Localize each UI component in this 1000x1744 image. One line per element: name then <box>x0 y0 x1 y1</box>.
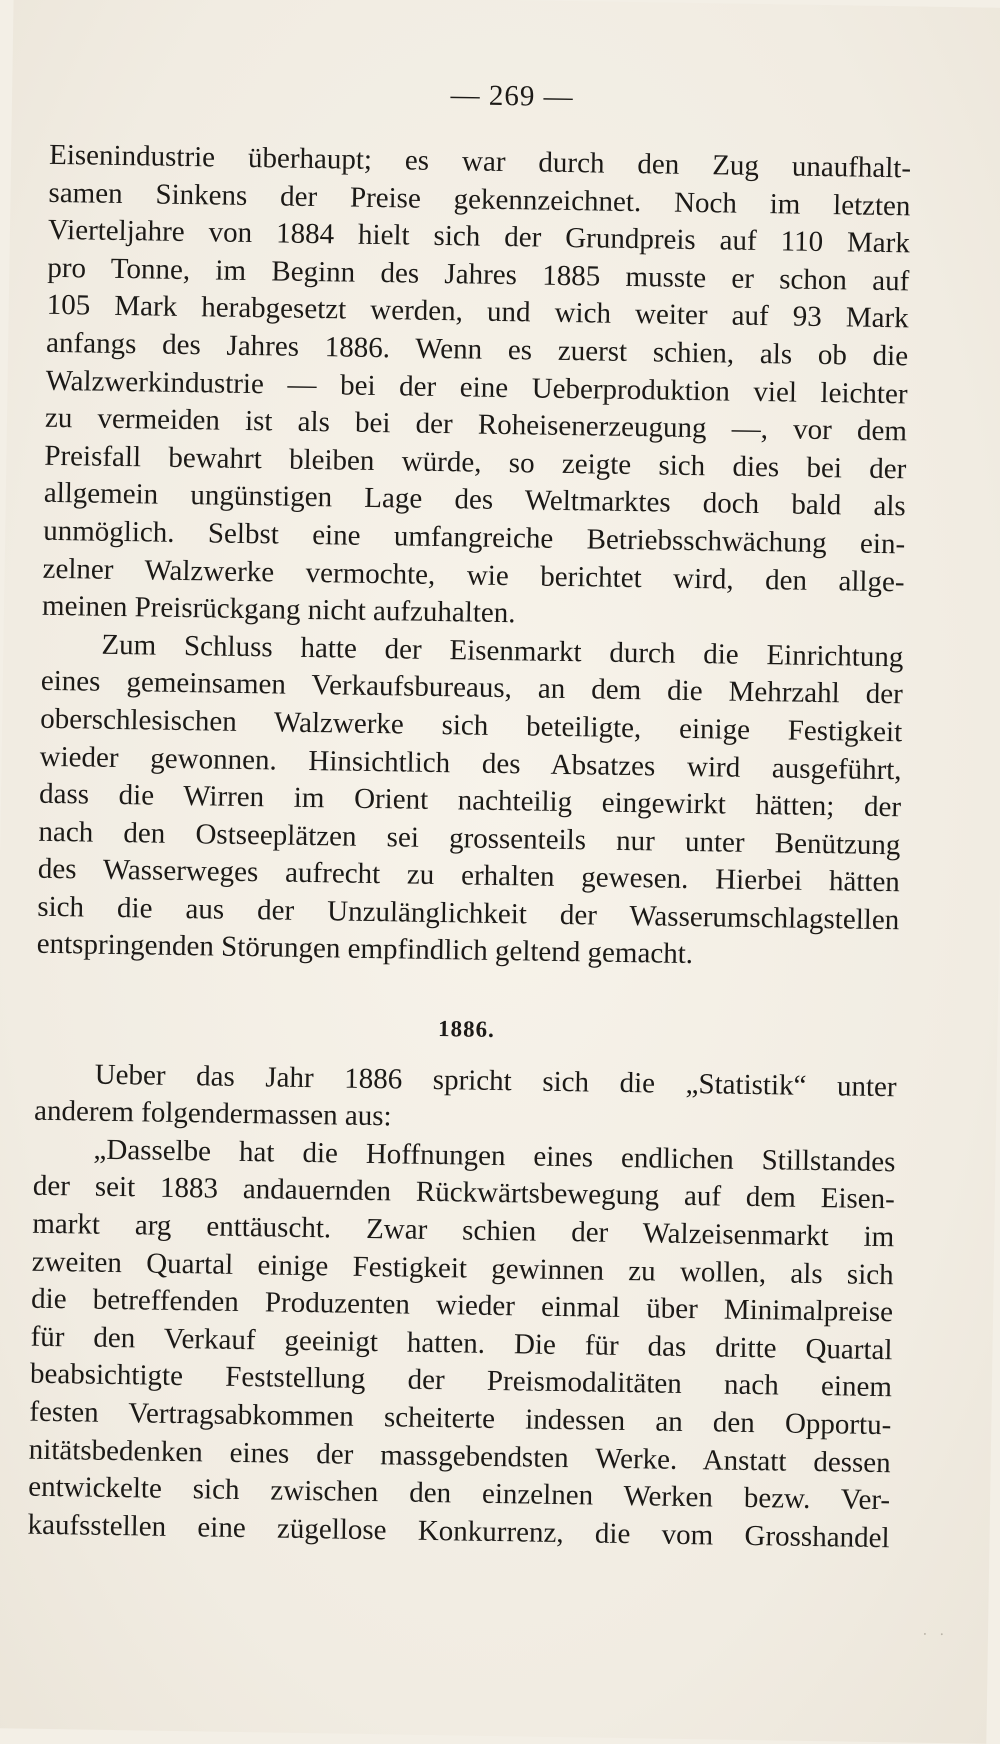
text-line: zelner Walzwerke vermochte, wie berichtet wird, den allge- <box>42 552 905 598</box>
paragraph-3 <box>34 1055 897 1144</box>
text-line: oberschlesischen Walzwerke sich beteiligte, einige Festigkeit <box>40 702 903 749</box>
text-line: Vierteljahre von 1884 hielt sich der Grundpreis auf 110 Mark <box>47 214 911 260</box>
paragraph-2 <box>36 625 903 977</box>
text-line: zu vermeiden ist als bei der Roheisenerzeugung —, vor dem <box>44 401 908 448</box>
text-line: kaufsstellen eine zügellose Konkurrenz, die vom Grosshandel <box>27 1508 890 1554</box>
text-line: sich die aus der Unzulänglichkeit der Wasserumschlagstellen <box>37 890 900 937</box>
text-line: zweiten Quartal einige Festigkeit gewinnen zu wollen, als sich <box>31 1245 894 1291</box>
text-line: allgemein ungünstigen Lage des Weltmarktes doch bald als <box>43 477 906 523</box>
paragraph-4 <box>27 1131 895 1558</box>
scan-speck-marks: · · <box>922 1626 949 1644</box>
text-line: eines gemeinsamen Verkaufsbureaus, an dem die Mehrzahl der <box>40 665 904 711</box>
text-line: für den Verkauf geeinigt hatten. Die für das dritte Quartal <box>30 1320 893 1367</box>
text-line: Ueber das Jahr 1886 spricht sich die „Statistik“ unter <box>94 1058 897 1103</box>
text-line: 105 Mark herabgesetzt werden, und wich weiter auf 93 Mark <box>46 289 909 335</box>
text-line: die betreffenden Produzenten wieder einmal über Minimalpreise <box>30 1282 894 1329</box>
text-line: meinen Preisrückgang nicht aufzuhalten. <box>41 589 516 630</box>
text-line: nitätsbedenken eines der massgebendsten Werke. Anstatt dessen <box>28 1433 891 1479</box>
text-line: markt arg enttäuscht. Zwar schien der Walzeisenmarkt im <box>32 1207 895 1254</box>
text-line: Preisfall bewahrt bleiben würde, so zeigte sich dies bei der <box>44 439 907 486</box>
body-text <box>27 137 911 1558</box>
text-line: des Wasserweges aufrecht zu erhalten gewesen. Hierbei hätten <box>37 853 901 899</box>
text-line: Zum Schluss hatte der Eisenmarkt durch die Einrichtung <box>101 628 904 674</box>
text-line: dass die Wirren im Orient nachteilig eingewirkt hätten; der <box>38 777 902 824</box>
text-line: „Dasselbe hat die Hoffnungen eines endlichen Stillstandes <box>93 1133 896 1179</box>
text-line: der seit 1883 andauernden Rückwärtsbewegung auf dem Eisen- <box>32 1170 896 1216</box>
text-line: samen Sinkens der Preise gekennzeichnet. Noch im letzten <box>48 176 911 222</box>
paragraph-1 <box>42 137 912 639</box>
text-line: wieder gewonnen. Hinsichtlich des Absatzes wird ausgeführt, <box>39 740 902 786</box>
text-line: entspringenden Störungen empfindlich geltend gemacht. <box>36 928 694 971</box>
section-heading: 1886. <box>437 1016 496 1042</box>
text-line: pro Tonne, im Beginn des Jahres 1885 musste er schon auf <box>47 251 910 298</box>
text-line: Walzwerkindustrie — bei der eine Ueberproduktion viel leichter <box>45 364 908 410</box>
text-line: Eisenindustrie überhaupt; es war durch den Zug unaufhalt- <box>48 138 912 185</box>
text-line: nach den Ostseeplätzen sei grossenteils nur unter Benützung <box>38 815 901 861</box>
text-line: festen Vertragsabkommen scheiterte indessen an den Opportu- <box>29 1395 892 1442</box>
text-line: beabsichtigte Feststellung der Preismodalitäten nach einem <box>29 1358 893 1404</box>
text-line: entwickelte sich zwischen den einzelnen Werken bezw. Ver- <box>27 1470 891 1517</box>
text-line: anderem folgendermassen aus: <box>33 1094 392 1133</box>
page-number: — 269 — <box>450 79 574 114</box>
text-line: unmöglich. Selbst eine umfangreiche Betriebsschwächung ein- <box>42 514 906 561</box>
text-line: anfangs des Jahres 1886. Wenn es zuerst schien, als ob die <box>45 326 909 373</box>
